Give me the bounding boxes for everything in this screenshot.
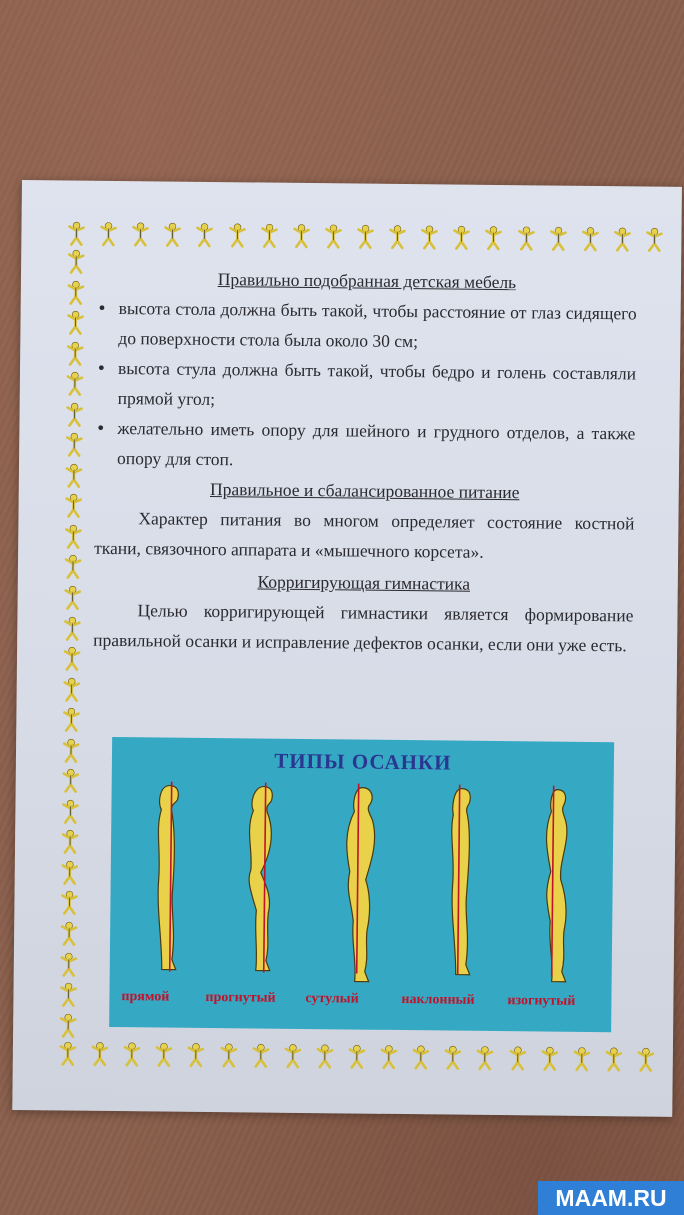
- child-figure-icon: [451, 224, 473, 250]
- poster-sheet: [12, 180, 682, 1117]
- child-figure-icon: [538, 1045, 560, 1071]
- site-watermark: MAAM.RU: [538, 1181, 684, 1215]
- child-figure-icon: [62, 523, 84, 549]
- child-figure-icon: [354, 223, 376, 249]
- posture-figure-body: [545, 790, 568, 982]
- child-figure-icon: [65, 279, 87, 305]
- posture-figure-body: [248, 786, 272, 970]
- child-figure-icon: [258, 222, 280, 248]
- child-figure-icon: [62, 554, 84, 580]
- child-figure-icon: [185, 1042, 207, 1068]
- posture-types-chart: [109, 737, 614, 1032]
- child-figure-icon: [61, 676, 83, 702]
- child-figure-icon: [162, 221, 184, 247]
- child-figure-icon: [57, 982, 79, 1008]
- child-figure-icon: [506, 1045, 528, 1071]
- child-figure-icon: [57, 1040, 79, 1066]
- child-figure-icon: [515, 225, 537, 251]
- child-figure-icon: [60, 768, 82, 794]
- child-figure-icon: [89, 1041, 111, 1067]
- list-item: ● желательно иметь опору для шейного и грудного отделов, а также опору для стоп.: [95, 413, 636, 479]
- child-figure-icon: [65, 248, 87, 274]
- child-figure-icon: [217, 1042, 239, 1068]
- child-figure-icon: [611, 226, 633, 252]
- child-figure-icon: [474, 1045, 496, 1071]
- posture-figure: [157, 781, 178, 971]
- child-figure-icon: [64, 310, 86, 336]
- posture-figure-body: [450, 789, 471, 975]
- child-figure-icon: [322, 223, 344, 249]
- gymnastics-text: Целью корригирующей гимнастики является формирование правильной осанки и исправление дефектов осанки, если они уже есть.: [93, 600, 634, 656]
- child-figure-icon: [643, 227, 665, 253]
- child-figure-icon: [226, 222, 248, 248]
- child-figure-icon: [410, 1044, 432, 1070]
- child-figure-icon: [603, 1046, 625, 1072]
- border-left: [57, 248, 93, 1038]
- child-figure-icon: [58, 920, 80, 946]
- child-figure-icon: [386, 224, 408, 250]
- child-figure-icon: [290, 223, 312, 249]
- child-figure-icon: [130, 221, 152, 247]
- child-figure-icon: [62, 493, 84, 519]
- child-figure-icon: [547, 226, 569, 252]
- child-figure-icon: [64, 340, 86, 366]
- child-figure-icon: [61, 646, 83, 672]
- child-figure-icon: [194, 222, 216, 248]
- child-figure-icon: [65, 220, 87, 246]
- furniture-list: [95, 293, 637, 479]
- posture-chart-title: ТИПЫ ОСАНКИ: [274, 748, 452, 775]
- posture-label-stooped: сутулый: [305, 991, 359, 1007]
- border-bottom: [57, 1040, 657, 1074]
- posture-figures: [109, 737, 614, 1032]
- posture-figure: [345, 783, 375, 981]
- child-figure-icon: [63, 432, 85, 458]
- child-figure-icon: [483, 225, 505, 251]
- child-figure-icon: [378, 1044, 400, 1070]
- child-figure-icon: [570, 1046, 592, 1072]
- posture-figure: [545, 786, 568, 982]
- child-figure-icon: [59, 798, 81, 824]
- nutrition-text: Характер питания во многом определяет состояние костной ткани, связочного аппарата и «мышечного корсета».: [94, 508, 635, 562]
- child-figure-icon: [61, 615, 83, 641]
- posture-figure: [450, 785, 471, 975]
- posture-figure-body: [345, 787, 375, 981]
- child-figure-icon: [63, 401, 85, 427]
- gymnastics-heading: Корригирующая гимнастика: [257, 571, 471, 594]
- child-figure-icon: [153, 1041, 175, 1067]
- child-figure-icon: [59, 829, 81, 855]
- child-figure-icon: [58, 890, 80, 916]
- child-figure-icon: [121, 1041, 143, 1067]
- child-figure-icon: [442, 1044, 464, 1070]
- list-item: ● высота стула должна быть такой, чтобы бедро и голень составляли прямой угол;: [96, 353, 637, 419]
- child-figure-icon: [635, 1046, 657, 1072]
- child-figure-icon: [59, 859, 81, 885]
- posture-label-lordotic: прогнутый: [205, 989, 276, 1006]
- child-figure-icon: [97, 221, 119, 247]
- poster-text: [93, 263, 637, 661]
- child-figure-icon: [60, 737, 82, 763]
- child-figure-icon: [418, 224, 440, 250]
- child-figure-icon: [60, 707, 82, 733]
- list-item: ● высота стола должна быть такой, чтобы расстояние от глаз сидящего до поверхности стола была около 30 см;: [96, 293, 637, 359]
- posture-figure: [248, 782, 272, 972]
- nutrition-heading: Правильное и сбалансированное питание: [209, 478, 520, 503]
- border-top: [65, 220, 665, 254]
- posture-label-inclined: наклонный: [401, 992, 475, 1008]
- child-figure-icon: [249, 1042, 271, 1068]
- child-figure-icon: [63, 462, 85, 488]
- furniture-heading: Правильно подобранная детская мебель: [217, 269, 517, 293]
- posture-figure-body: [157, 785, 178, 969]
- child-figure-icon: [64, 371, 86, 397]
- child-figure-icon: [346, 1043, 368, 1069]
- child-figure-icon: [281, 1043, 303, 1069]
- posture-label-curved: изогнутый: [507, 993, 576, 1009]
- child-figure-icon: [58, 951, 80, 977]
- child-figure-icon: [579, 226, 601, 252]
- child-figure-icon: [61, 584, 83, 610]
- posture-label-straight: прямой: [121, 989, 170, 1005]
- child-figure-icon: [314, 1043, 336, 1069]
- child-figure-icon: [57, 1012, 79, 1038]
